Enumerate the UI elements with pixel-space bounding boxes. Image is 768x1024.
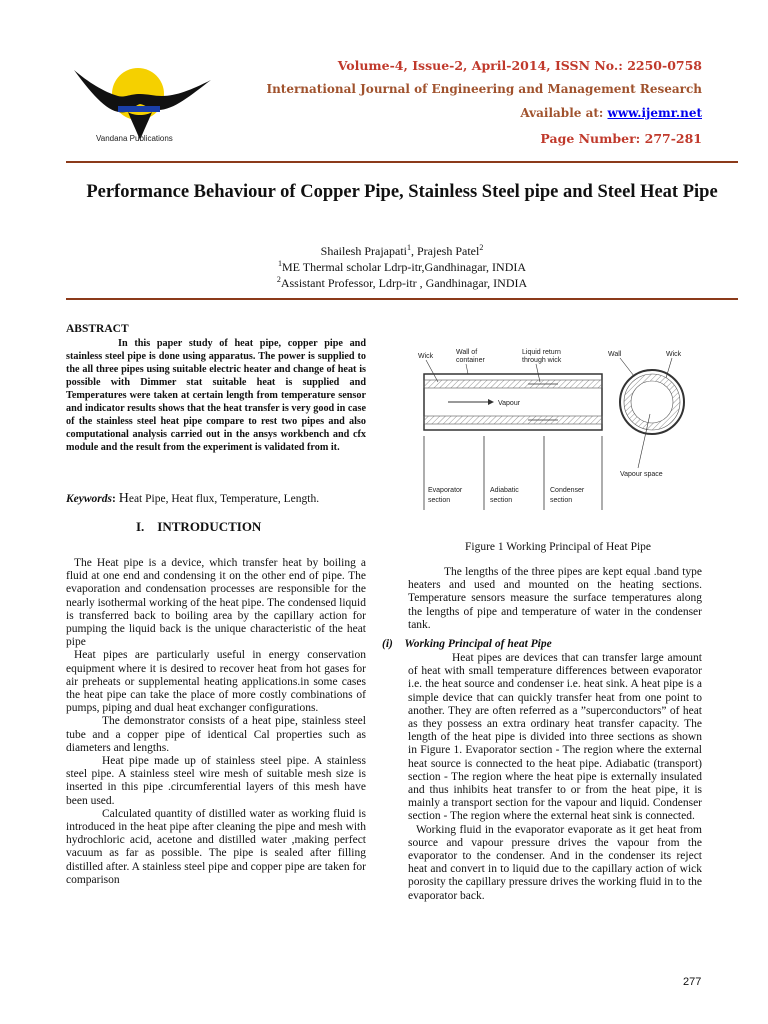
keywords — [66, 491, 319, 507]
affiliation-2-sup: 2 — [276, 275, 281, 284]
keywords-text: eat Pipe, Heat flux, Temperature, Length. — [128, 493, 320, 505]
keywords-colon: : — [112, 493, 119, 505]
cross-wall-pointer — [620, 358, 634, 376]
journal-name: International Journal of Engineering and Management Research — [266, 82, 702, 96]
affiliation-2-text: Assistant Professor, Ldrp-itr , Gandhinagar, INDIA — [280, 276, 528, 290]
fig-label-container: container — [456, 357, 485, 364]
page-number-range: Page Number: 277-281 — [540, 131, 702, 146]
author-separator: , — [411, 244, 417, 258]
header-divider — [66, 161, 738, 163]
pipe-wick-bottom — [424, 416, 602, 424]
figure-caption: Figure 1 Working Principal of Heat Pipe — [464, 541, 652, 553]
author-1: Shailesh Prajapati — [320, 244, 407, 258]
fig-label-wall: Wall — [608, 351, 622, 358]
fig-label-evaporator-section: section — [428, 497, 451, 504]
affiliation-1-sup: 1 — [277, 259, 282, 268]
journal-availability — [520, 106, 702, 120]
fig-label-evaporator: Evaporator — [428, 487, 463, 494]
working-principle-paragraph-2: Working fluid in the evaporator evaporate as it get heat from source and vapour pressure drives the vapour from the evaporator to the condenser. And in the condenser its reject heat and convert in to liquid due to the capillary action of wick porosity the capillary pressure drives the working fluid in to the evaporator back. — [408, 823, 702, 902]
cross-section-vapour-space — [631, 381, 673, 423]
logo-base — [118, 106, 160, 112]
wall-pointer — [466, 364, 468, 374]
intro-paragraph-3: The demonstrator consists of a heat pipe, stainless steel tube and a copper pipe of identical Cal properties such as diameters and lengths. — [66, 715, 366, 754]
abstract-heading: ABSTRACT — [66, 323, 129, 335]
intro-paragraph-1: The Heat pipe is a device, which transfer heat by boiling a fluid at one end and condensing it on the other end of pipe. The evaporation and condensation processes are responsible for the nearly isothermal working of the heat pipe. The condensed liquid is transferred back to boiling area by the capillary action for pumping the liquid back is the unique characteristic of the heat pipe — [66, 557, 366, 649]
intro-paragraph-2: Heat pipes are particularly useful in energy conservation equipment where it is desired to recover heat from hot gases for air preheats or supplemental heating applications.in some cases the heat pipe can take the place of more costly combinations of pumps, piping and dual heat exchanger configurations. — [66, 649, 366, 715]
author-1-sup: 1 — [407, 243, 411, 252]
working-principle-body — [408, 652, 702, 903]
introduction-body — [66, 557, 366, 887]
logo-caption: Vandana Publications — [96, 134, 173, 143]
keywords-first-letter: H — [118, 491, 129, 506]
fig-label-adiabatic-section: section — [490, 497, 513, 504]
fig-label-liquid-return: Liquid return — [522, 349, 561, 356]
affiliation-1 — [66, 259, 738, 275]
fig-label-wall-of: Wall of — [456, 349, 478, 356]
page-number: 277 — [683, 976, 702, 988]
fig-label-through-wick: through wick — [522, 357, 562, 364]
introduction-heading: I. INTRODUCTION — [136, 519, 262, 534]
fig-label-wick: Wick — [418, 353, 434, 360]
fig-label-condenser-section: section — [550, 497, 573, 504]
journal-website-link[interactable]: www.ijemr.net — [607, 106, 702, 120]
working-principle-heading: (i) Working Principal of heat Pipe — [382, 638, 552, 650]
title-divider — [66, 298, 738, 300]
author-list — [66, 243, 738, 259]
intro-paragraph-5: Calculated quantity of distilled water as working fluid is introduced in the heat pipe after cleaning the pipe and mesh with hydrochloric acid, acetone and distilled water ,making perfect vacuum as far as possible. The pipe is sealed after filling distilled after. A stainless steel pipe and copper pipe are taken for comparison — [66, 807, 366, 886]
keywords-label: Keywords — [66, 493, 112, 505]
fig-label-adiabatic: Adiabatic — [490, 487, 519, 494]
affiliation-2 — [66, 275, 738, 291]
author-2: Prajesh Patel — [417, 244, 480, 258]
paper-title: Performance Behaviour of Copper Pipe, Stainless Steel pipe and Steel Heat Pipe — [86, 182, 718, 202]
intro-paragraph-4: Heat pipe made up of stainless steel pipe. A stainless steel pipe. A stainless steel wire mesh of suitable mesh size is inserted in this pipe .circumferential layers of this mesh have been used. — [66, 755, 366, 807]
fig-label-wick-cross: Wick — [666, 351, 682, 358]
pipe-wick-top — [424, 380, 602, 388]
author-2-sup: 2 — [479, 243, 484, 252]
working-principle-paragraph-1: Heat pipes are devices that can transfer large amount of heat with small temperature differences between evaporator i.e. the heat source and condenser i.e. heat sink. A heat pipe is a simple device that can quickly transfer heat from one point to another. They are often referred as a ”superconductors” of heat as they possess an extra ordinary heat transfer capacity. The length of the heat pipe is divided into three sections as shown in Figure 1. Evaporator section - The region where the external heat source is connected to the heat pipe. Adiabatic (transport) section - The region where the heat pipe is externally insulated and thus inhibits heat transfer to or from the heat pipe, it is mainly a transport section for the vapour and liquid. Condenser section - The region where the external heat sink is connected. — [408, 652, 702, 823]
available-label: Available at: — [520, 106, 608, 120]
fig-label-vapour: Vapour — [498, 400, 521, 407]
right-paragraph-1: The lengths of the three pipes are kept equal .band type heaters and used and mounted on the heating sections. Temperature sensors measure the surface temperatures along the lengths of pipe and temperature of water in the condenser tank. — [408, 566, 702, 631]
abstract-text: In this paper study of heat pipe, copper pipe and stainless steel pipe is done using apparatus. The power is supplied to the all three pipes using suitable electric heater and change of heat is possible with Dimmer stat suitable heat is supplied and Temperatures were taken at certain length from temperature sensor and indicator results shows that the heat transfer is very good in case of the stainless steel heat pipe compare to rest two pipes and also computational analysis carried out in the ansys workbench and cfx module and the result from the experiment is validated from it. — [66, 338, 366, 453]
fig-label-vapour-space: Vapour space — [620, 471, 663, 478]
heat-pipe-diagram — [408, 340, 708, 518]
fig-label-condenser: Condenser — [550, 487, 585, 494]
journal-volume: Volume-4, Issue-2, April-2014, ISSN No.: 2250-0758 — [337, 58, 702, 73]
affiliation-1-text: ME Thermal scholar Ldrp-itr,Gandhinagar, INDIA — [281, 260, 527, 274]
